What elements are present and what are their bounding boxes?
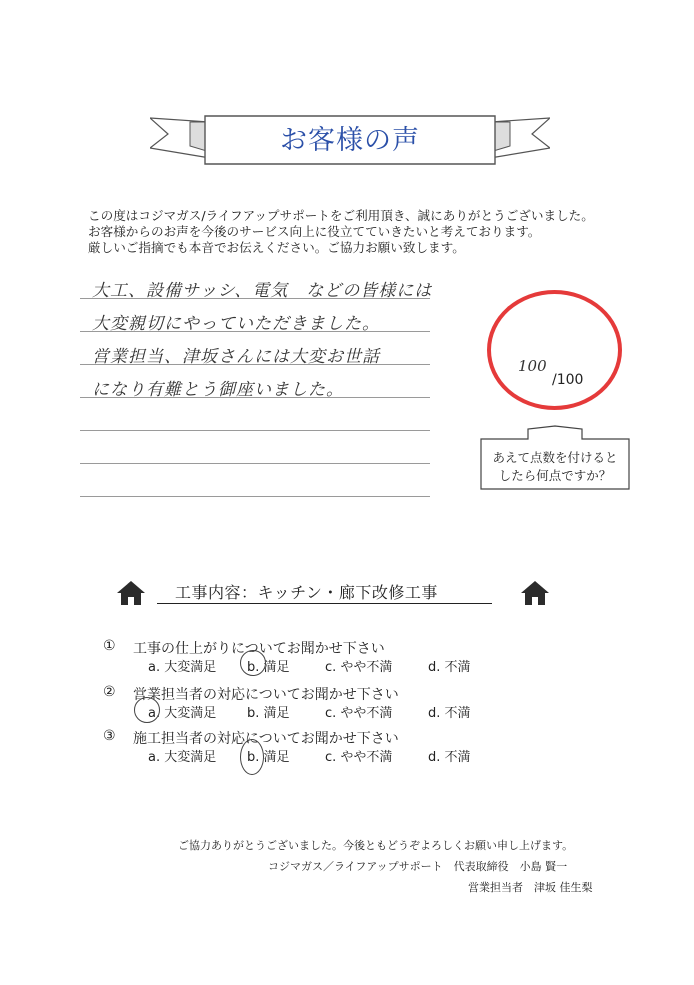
ruled-line bbox=[80, 463, 430, 464]
selected-mark bbox=[240, 739, 264, 775]
question-text: 工事の仕上がりについてお聞かせ下さい bbox=[133, 641, 385, 657]
score-circle bbox=[487, 290, 622, 410]
page-title: お客様の声 bbox=[280, 125, 420, 156]
selected-mark bbox=[240, 650, 266, 676]
footer-company: コジマガス／ライフアップサポート 代表取締役 小島 賢一 bbox=[268, 860, 568, 873]
intro-text bbox=[88, 208, 648, 256]
footer-thanks: ご協力ありがとうございました。今後ともどうぞよろしくお願い申し上げます。 bbox=[178, 839, 574, 852]
option-b[interactable]: b. 満足 bbox=[247, 750, 290, 765]
question-text: 施工担当者の対応についてお聞かせ下さい bbox=[133, 731, 399, 747]
comment-line: 大変親切にやっていただきました。 bbox=[92, 314, 380, 334]
intro-line: 厳しいご指摘でも本音でお伝えください。ご協力お願い致します。 bbox=[88, 240, 465, 255]
option-b[interactable]: b. 満足 bbox=[247, 660, 290, 675]
intro-line: この度はコジマガス/ライフアップサポートをご利用頂き、誠にありがとうございました。 bbox=[88, 208, 594, 223]
footer-sales: 営業担当者 津坂 佳生梨 bbox=[468, 881, 593, 894]
option-a[interactable]: a. 大変満足 bbox=[148, 660, 217, 675]
selected-mark bbox=[134, 697, 160, 723]
section-title: 工事内容：キッチン・廊下改修工事 bbox=[175, 583, 438, 602]
question-number: ③ bbox=[103, 728, 116, 744]
comment-line: になり有難とう御座いました。 bbox=[92, 380, 344, 400]
house-icon bbox=[116, 580, 146, 606]
option-d[interactable]: d. 不満 bbox=[428, 706, 471, 721]
score-question-line: したら何点ですか？ bbox=[498, 468, 612, 483]
intro-line: お客様からのお声を今後のサービス向上に役立てていきたいと考えております。 bbox=[88, 224, 541, 239]
option-c[interactable]: c. やや不満 bbox=[325, 706, 393, 721]
score-value: 100 bbox=[518, 357, 547, 375]
house-icon bbox=[520, 580, 550, 606]
comment-line: 営業担当、津坂さんには大変お世話 bbox=[92, 347, 380, 367]
option-d[interactable]: d. 不満 bbox=[428, 750, 471, 765]
option-c[interactable]: c. やや不満 bbox=[325, 660, 393, 675]
option-a[interactable]: a. 大変満足 bbox=[148, 706, 217, 721]
ruled-line bbox=[80, 430, 430, 431]
comment-line: 大工、設備サッシ、電気 などの皆様には bbox=[92, 281, 433, 301]
option-d[interactable]: d. 不満 bbox=[428, 660, 471, 675]
score-question-line: あえて点数を付けると bbox=[492, 450, 618, 465]
question-number: ② bbox=[103, 684, 116, 700]
question-number: ① bbox=[103, 638, 116, 654]
score-max: /100 bbox=[552, 372, 584, 388]
option-a[interactable]: a. 大変満足 bbox=[148, 750, 217, 765]
section-underline bbox=[157, 603, 492, 604]
option-c[interactable]: c. やや不満 bbox=[325, 750, 393, 765]
ruled-line bbox=[80, 496, 430, 497]
question-text: 営業担当者の対応についてお聞かせ下さい bbox=[133, 687, 399, 703]
option-b[interactable]: b. 満足 bbox=[247, 706, 290, 721]
